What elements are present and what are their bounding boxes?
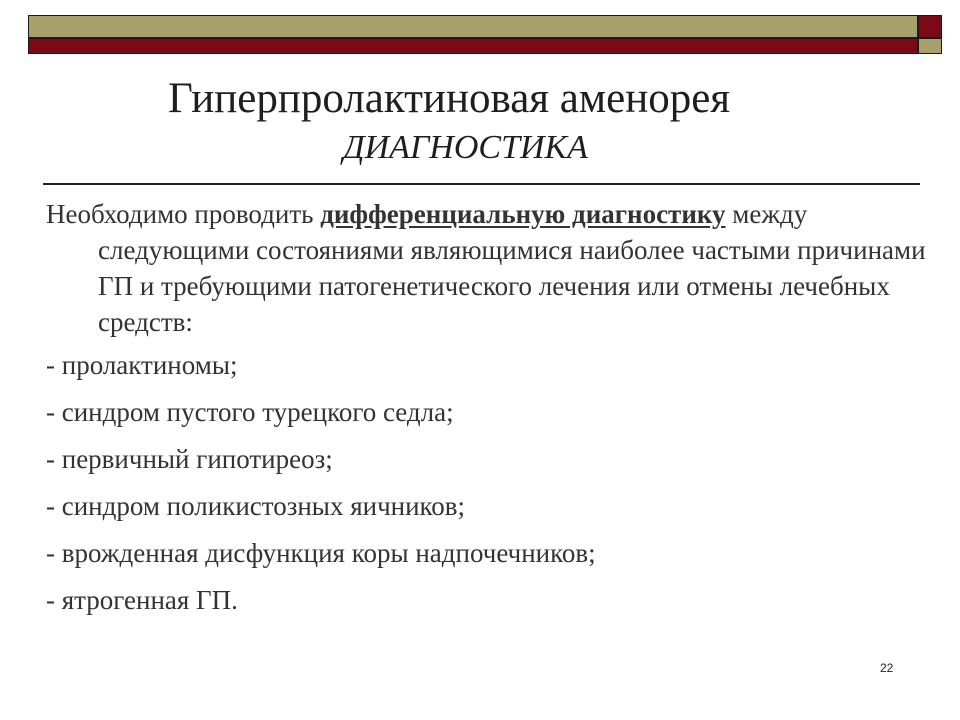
- intro-paragraph: [46, 196, 950, 340]
- list-item: - ятрогенная ГП.: [46, 585, 238, 615]
- list-item: - первичный гипотиреоз;: [46, 444, 333, 474]
- title-divider: [43, 183, 920, 185]
- list-item: - синдром поликистозных яичников;: [46, 491, 466, 521]
- corner-square-olive: [918, 38, 942, 54]
- corner-square-maroon: [918, 15, 942, 38]
- slide-body: [46, 196, 946, 629]
- page-number: 22: [880, 661, 894, 675]
- header-bar-olive: [28, 15, 918, 38]
- slide-subtitle: ДИАГНОСТИКА: [343, 129, 588, 166]
- intro-text-before: Необходимо проводить: [46, 199, 321, 229]
- intro-text-after: между следующими состояниями являющимися наиболее частыми причинами ГП и требующими патогенетического лечения или отмены лечебных средств:: [98, 199, 926, 337]
- list-item: - врожденная дисфункция коры надпочечников;: [46, 538, 596, 568]
- list-item: - пролактиномы;: [46, 350, 238, 380]
- list-item: - синдром пустого турецкого седла;: [46, 397, 454, 427]
- header-bar-maroon: [28, 38, 918, 54]
- slide-title: Гиперпролактиновая аменорея: [168, 75, 731, 122]
- conditions-list: [46, 347, 946, 618]
- intro-emphasis: дифференциальную диагностику: [320, 199, 726, 229]
